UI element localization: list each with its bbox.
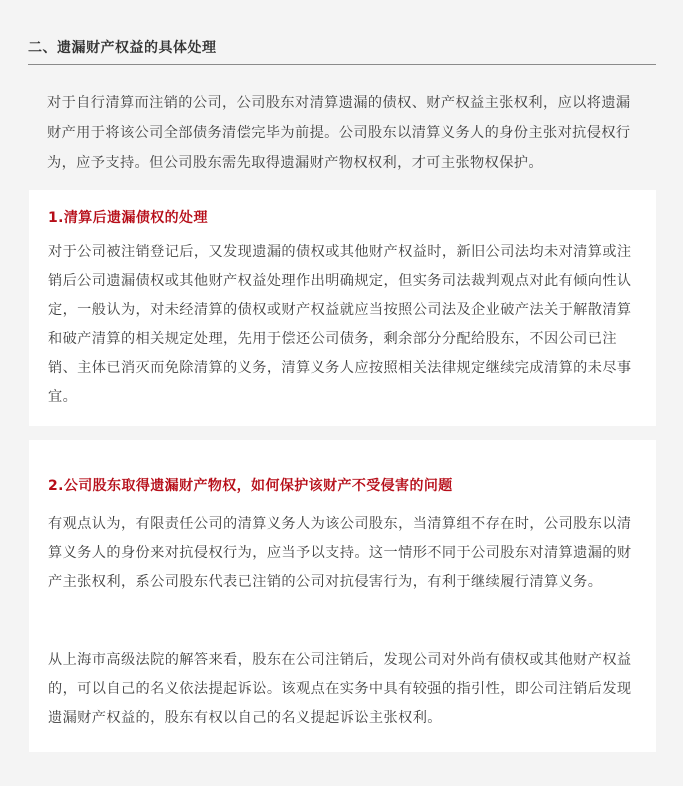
card-unclaimed-debt bbox=[29, 190, 656, 426]
section-header bbox=[28, 28, 656, 65]
card-property-protection bbox=[29, 440, 656, 752]
card-heading: 1.清算后遗漏债权的处理 bbox=[48, 210, 208, 226]
card-paragraph: 有观点认为，有限责任公司的清算义务人为该公司股东，当清算组不存在时，公司股东以清算义务人的身份来对抗侵权行为，应当予以支持。这一情形不同于公司股东对清算遗漏的财产主张权利，系公司股东代表已注销的公司对抗侵害行为，有利于继续履行清算义务。 bbox=[48, 516, 632, 590]
intro-paragraph: 对于自行清算而注销的公司，公司股东对清算遗漏的债权、财产权益主张权利，应以将遗漏财产用于将该公司全部债务清偿完毕为前提。公司股东以清算义务人的身份主张对抗侵权行为，应予支持。但公司股东需先取得遗漏财产物权权利，才可主张物权保护。 bbox=[47, 95, 631, 171]
card-paragraph: 从上海市高级法院的解答来看，股东在公司注销后，发现公司对外尚有债权或其他财产权益的，可以自己的名义依法提起诉讼。该观点在实务中具有较强的指引性，即公司注销后发现遗漏财产权益的，股东有权以自己的名义提起诉讼主张权利。 bbox=[48, 652, 632, 726]
card-paragraph: 对于公司被注销登记后，又发现遗漏的债权或其他财产权益时，新旧公司法均未对清算或注销后公司遗漏债权或其他财产权益处理作出明确规定，但实务司法裁判观点对此有倾向性认定，一般认为，对未经清算的债权或财产权益就应当按照公司法及企业破产法关于解散清算和破产清算的相关规定处理，先用于偿还公司债务，剩余部分分配给股东，不因公司已注销、主体已消灭而免除清算的义务，清算义务人应按照相关法律规定继续完成清算的未尽事宜。 bbox=[48, 244, 632, 405]
card-heading: 2.公司股东取得遗漏财产物权，如何保护该财产不受侵害的问题 bbox=[48, 478, 453, 494]
section-title: 二、遗漏财产权益的具体处理 bbox=[28, 40, 217, 56]
